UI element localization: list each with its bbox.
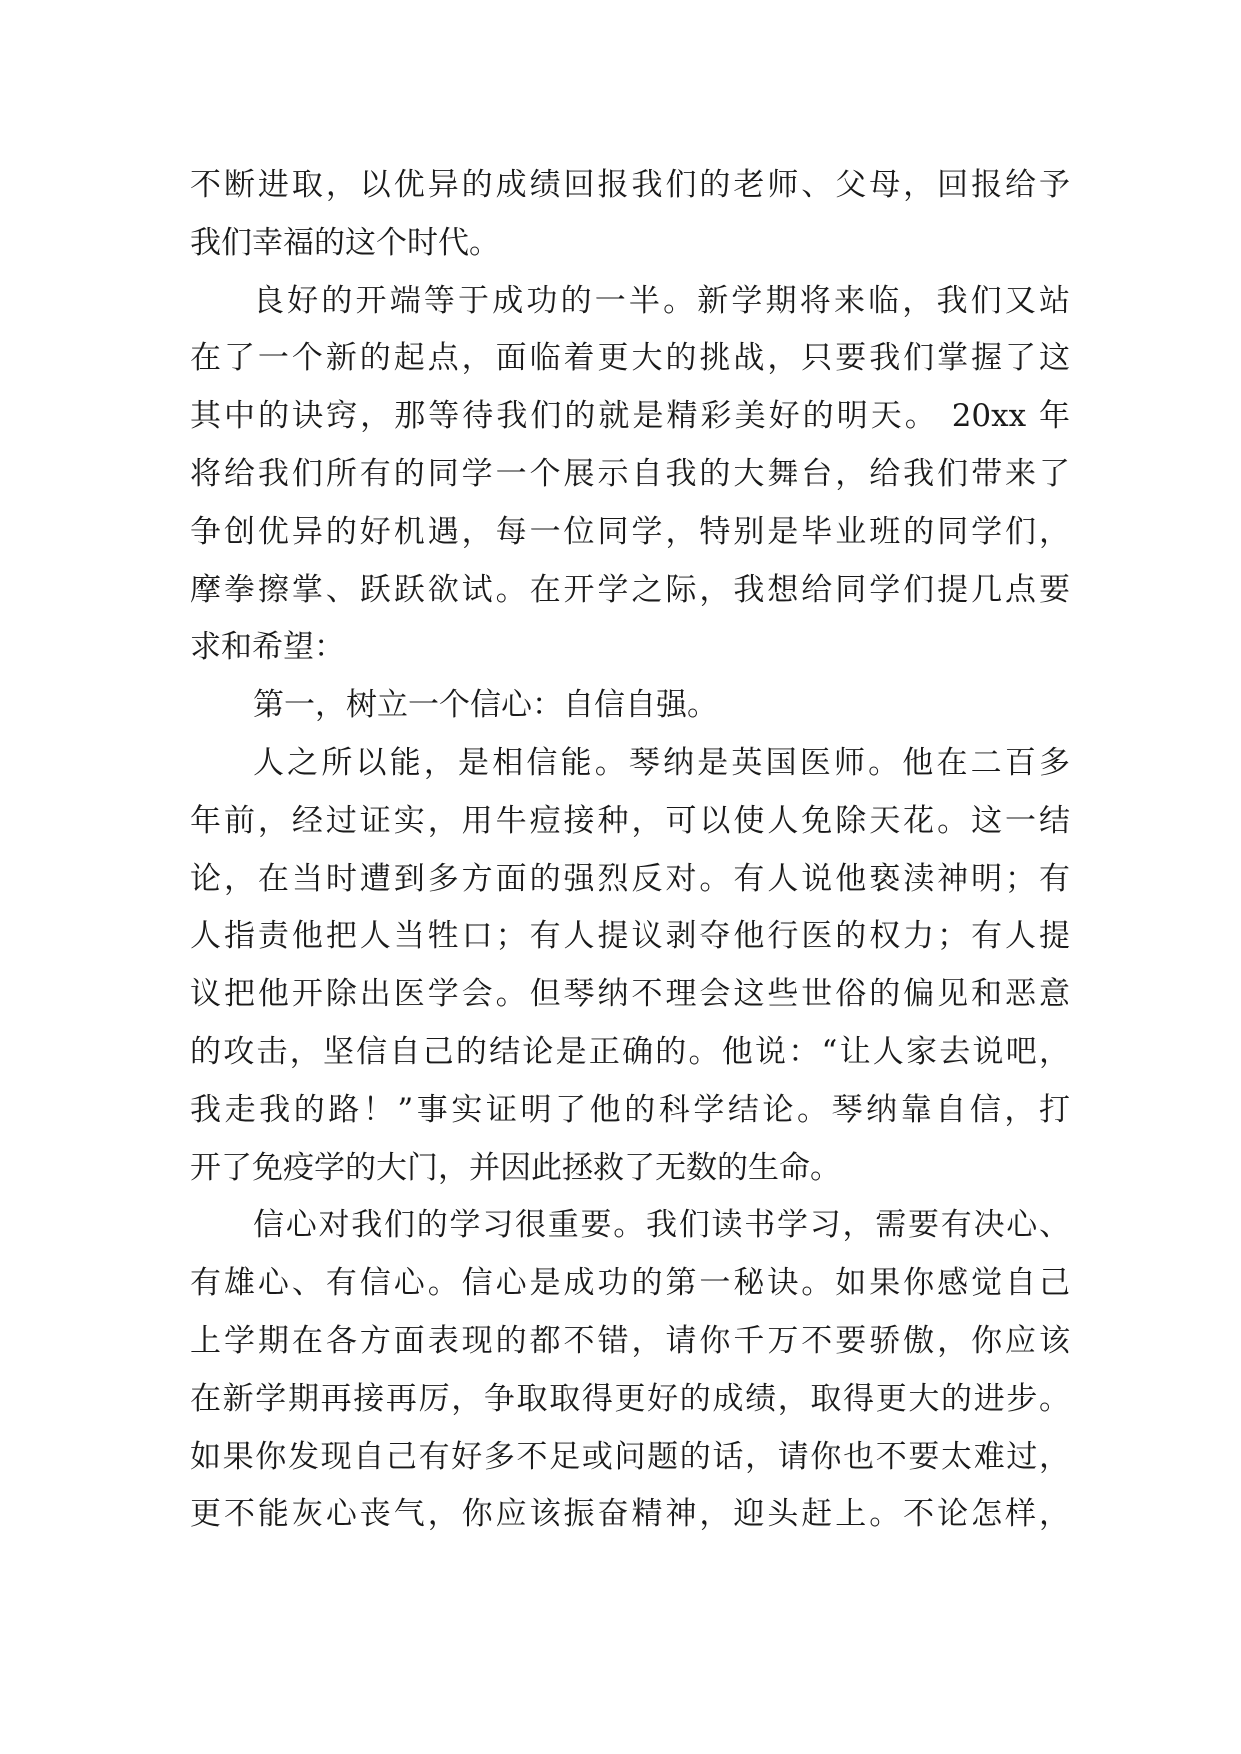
- paragraph: [190, 1197, 1070, 1544]
- text-line: 争创优异的好机遇，每一位同学，特别是毕业班的同学们，: [190, 513, 1070, 550]
- text-line: 如果你发现自己有好多不足或问题的话，请你也不要太难过，: [190, 1438, 1070, 1475]
- text-line: 更不能灰心丧气，你应该振奋精神，迎头赶上。不论怎样，: [190, 1496, 1070, 1533]
- text-line: 人指责他把人当牲口；有人提议剥夺他行医的权力；有人提: [190, 918, 1070, 955]
- text-line: 将给我们所有的同学一个展示自我的大舞台，给我们带来了: [190, 455, 1070, 492]
- text-line: 的攻击，坚信自己的结论是正确的。他说：“让人家去说吧，: [190, 1033, 1070, 1070]
- text-line: 年前，经过证实，用牛痘接种，可以使人免除天花。这一结: [190, 802, 1070, 839]
- text-line: 论，在当时遭到多方面的强烈反对。有人说他亵渎神明；有: [190, 860, 1070, 897]
- text-line: 其中的诀窍，那等待我们的就是精彩美好的明天。 20xx 年: [190, 398, 1070, 435]
- text-line: 求和希望：: [190, 629, 345, 666]
- text-line: 在新学期再接再厉，争取取得更好的成绩，取得更大的进步。: [190, 1380, 1070, 1417]
- text-line: 我走我的路！”事实证明了他的科学结论。琴纳靠自信，打: [190, 1091, 1070, 1128]
- text-line: 良好的开端等于成功的一半。新学期将来临，我们又站: [253, 282, 1070, 319]
- document-body: [190, 157, 1070, 1544]
- text-line: 信心对我们的学习很重要。我们读书学习，需要有决心、: [253, 1207, 1070, 1244]
- text-line: 人之所以能，是相信能。琴纳是英国医师。他在二百多: [253, 744, 1070, 781]
- text-line: 在了一个新的起点，面临着更大的挑战，只要我们掌握了这: [190, 340, 1070, 377]
- text-line: 我们幸福的这个时代。: [190, 224, 500, 261]
- text-line: 摩拳擦掌、跃跃欲试。在开学之际，我想给同学们提几点要: [190, 571, 1070, 608]
- paragraph: [190, 735, 1070, 1197]
- paragraph: [190, 677, 1070, 735]
- paragraph: [190, 273, 1070, 678]
- text-line: 第一，树立一个信心：自信自强。: [253, 687, 718, 724]
- paragraph: [190, 157, 1070, 273]
- text-line: 议把他开除出医学会。但琴纳不理会这些世俗的偏见和恶意: [190, 976, 1070, 1013]
- text-line: 上学期在各方面表现的都不错，请你千万不要骄傲，你应该: [190, 1322, 1070, 1359]
- text-line: 不断进取，以优异的成绩回报我们的老师、父母，回报给予: [190, 167, 1070, 203]
- text-line: 开了免疫学的大门，并因此拯救了无数的生命。: [190, 1149, 841, 1186]
- text-line: 有雄心、有信心。信心是成功的第一秘诀。如果你感觉自己: [190, 1265, 1070, 1302]
